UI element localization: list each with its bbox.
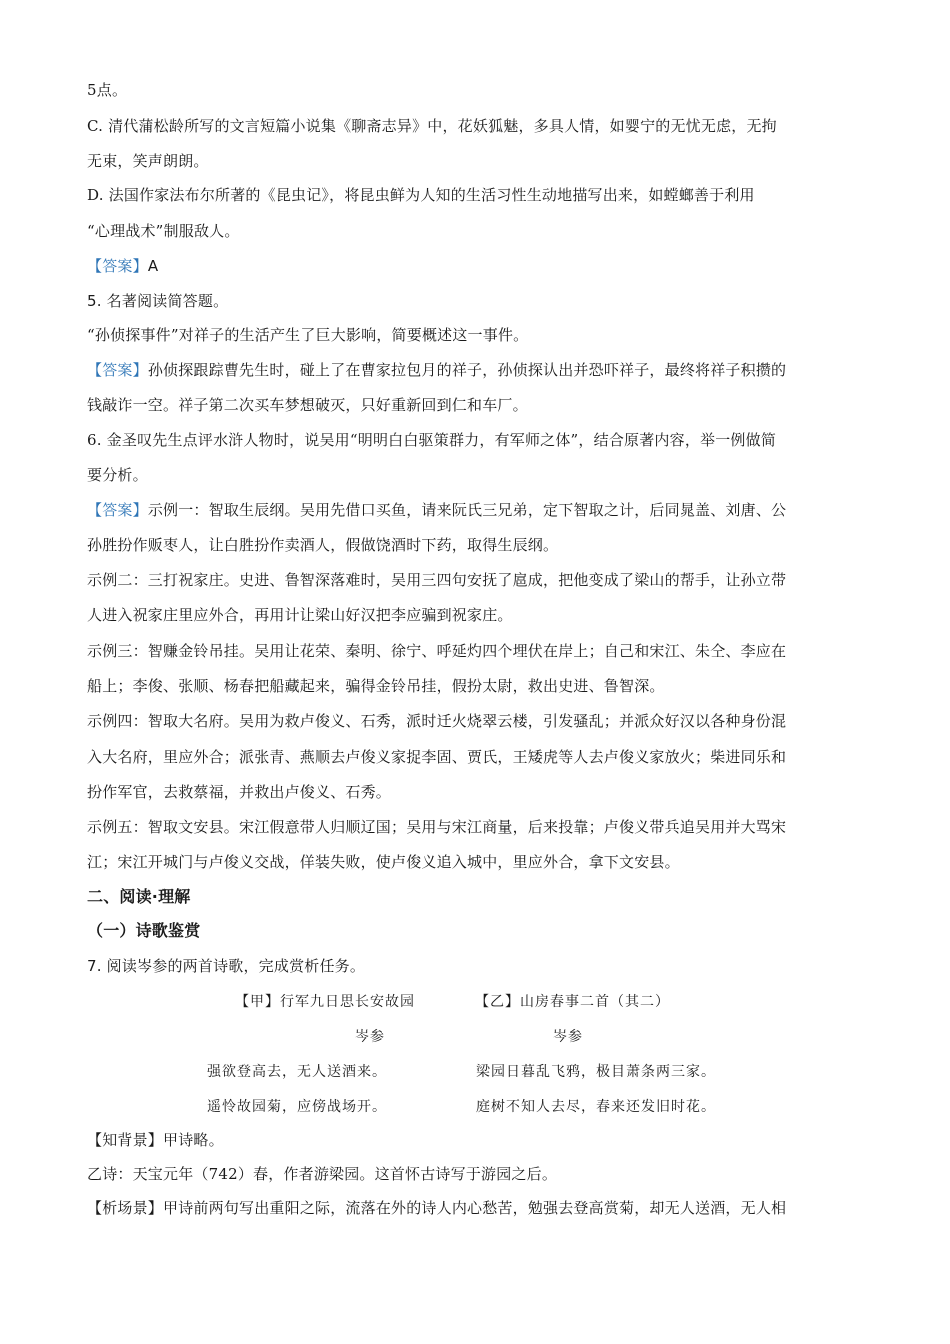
- answer-tag: 【答案】: [87, 361, 148, 379]
- section-heading: 二、阅读·理解: [87, 887, 191, 906]
- example-4-line-2: 入大名府，里应外合；派张青、燕顺去卢俊义家捉李固、贾氏，王矮虎等人去卢俊义家放火；柴进同乐和: [87, 748, 787, 766]
- poem-jia-line-2: 遥怜故园菊，应傍战场开。: [207, 1099, 387, 1115]
- question-5-prompt: “孙侦探事件”对祥子的生活产生了巨大影响，简要概述这一事件。: [87, 326, 529, 344]
- question-7-title: 7. 阅读岑参的两首诗歌，完成赏析任务。: [87, 957, 366, 975]
- answer-q5-line-1: [87, 360, 786, 380]
- poem-jia-line-1: 强欲登高去，无人送酒来。: [207, 1064, 387, 1080]
- background-text: 甲诗略。: [163, 1131, 224, 1149]
- option-c-line-1: C. 清代蒲松龄所写的文言短篇小说集《聊斋志异》中，花妖狐魅，多具人情，如婴宁的无忧无虑，无拘: [87, 117, 777, 135]
- background-line: [87, 1130, 224, 1150]
- example-2-line-2: 人进入祝家庄里应外合，再用计让梁山好汉把李应骗到祝家庄。: [87, 606, 513, 624]
- example-2-line-1: 示例二：三打祝家庄。史进、鲁智深落难时，吴用三四句安抚了扈成，把他变成了梁山的帮手，让孙立带: [87, 571, 787, 589]
- poem-yi-title: 【乙】山房春事二首（其二）: [475, 994, 670, 1010]
- scene-tag: 【析场景】: [87, 1199, 164, 1217]
- answer-text: 示例一：智取生辰纲。吴用先借口买鱼，请来阮氏三兄弟，定下智取之计，后同晁盖、刘唐、公: [147, 501, 787, 519]
- answer-tag: 【答案】: [87, 257, 148, 275]
- option-c-line-2: 无束，笑声朗朗。: [87, 152, 209, 170]
- question-5-title: 5. 名著阅读简答题。: [87, 292, 229, 310]
- example-4-line-1: 示例四：智取大名府。吴用为救卢俊义、石秀，派时迁火烧翠云楼，引发骚乱；并派众好汉以各种身份混: [87, 712, 787, 730]
- example-3-line-2: 船上；李俊、张顺、杨春把船藏起来，骗得金铃吊挂，假扮太尉，救出史进、鲁智深。: [87, 677, 665, 695]
- scene-text: 甲诗前两句写出重阳之际，流落在外的诗人内心愁苦，勉强去登高赏菊，却无人送酒，无人相: [163, 1199, 787, 1217]
- answer-value: A: [147, 257, 159, 275]
- answer-q5-line-2: 钱敲诈一空。祥子第二次买车梦想破灭，只好重新回到仁和车厂。: [87, 396, 528, 414]
- background-tag: 【知背景】: [87, 1131, 164, 1149]
- example-5-line-2: 江；宋江开城门与卢俊义交战，佯装失败，使卢俊义追入城中，里应外合，拿下文安县。: [87, 853, 680, 871]
- example-3-line-1: 示例三：智赚金铃吊挂。吴用让花荣、秦明、徐宁、呼延灼四个埋伏在岸上；自己和宋江、朱仝、李应在: [87, 642, 787, 660]
- answer-text: 孙侦探跟踪曹先生时，碰上了在曹家拉包月的祥子，孙侦探认出并恐吓祥子，最终将祥子积攒的: [147, 361, 787, 379]
- answer-q6-line-1: [87, 500, 786, 520]
- example-4-line-3: 扮作军官，去救蔡福，并救出卢俊义、石秀。: [87, 783, 392, 801]
- scene-analysis-line: [87, 1198, 786, 1218]
- option-d-line-2: “心理战术”制服敌人。: [87, 222, 240, 240]
- question-6-line-1: 6. 金圣叹先生点评水浒人物时，说吴用“明明白白驱策群力，有军师之体”，结合原著内容，举一例做简: [87, 431, 777, 449]
- subsection-heading: （一）诗歌鉴赏: [87, 921, 201, 940]
- option-d-line-1: D. 法国作家法布尔所著的《昆虫记》，将昆虫鲜为人知的生活习性生动地描写出来，如螳螂善于利用: [87, 186, 755, 204]
- poem-jia-title: 【甲】行军九日思长安故园: [235, 994, 415, 1010]
- question-6-line-2: 要分析。: [87, 466, 148, 484]
- background-yi-line: 乙诗：天宝元年（742）春，作者游梁园。这首怀古诗写于游园之后。: [87, 1165, 558, 1183]
- poem-yi-author: 岑参: [553, 1029, 583, 1045]
- poem-yi-line-1: 梁园日暮乱飞鸦，极目萧条两三家。: [476, 1064, 716, 1080]
- poem-yi-line-2: 庭树不知人去尽，春来还发旧时花。: [476, 1099, 716, 1115]
- text-line: 5点。: [87, 81, 128, 99]
- poem-jia-author: 岑参: [355, 1029, 385, 1045]
- example-5-line-1: 示例五：智取文安县。宋江假意带人归顺辽国；吴用与宋江商量，后来投靠；卢俊义带兵追吴用并大骂宋: [87, 818, 787, 836]
- example-1-line-2: 孙胜扮作贩枣人，让白胜扮作卖酒人，假做饶酒时下药，取得生辰纲。: [87, 536, 559, 554]
- answer-tag: 【答案】: [87, 501, 148, 519]
- answer-line-q4: [87, 256, 158, 276]
